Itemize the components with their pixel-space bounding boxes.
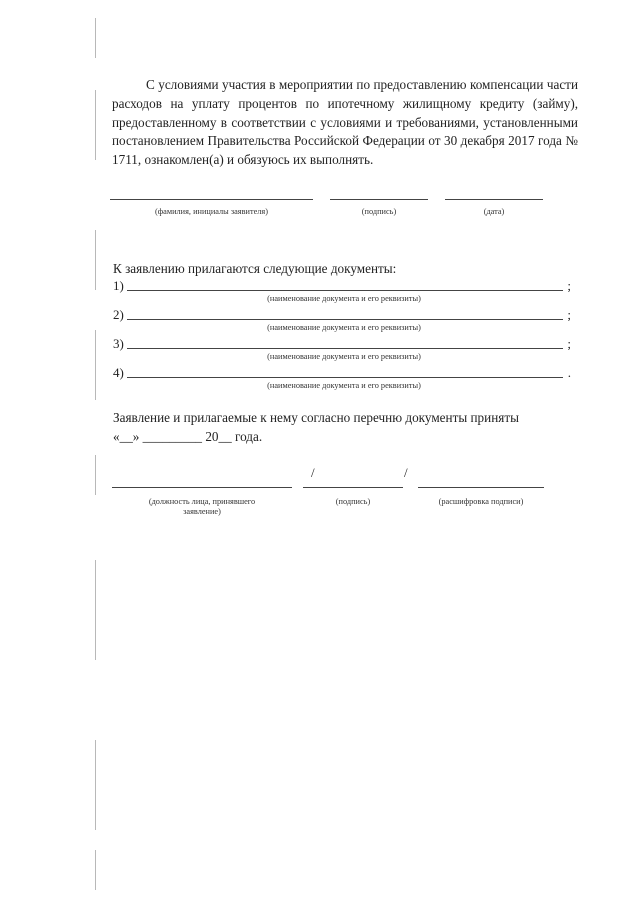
applicant-signature-line[interactable]	[330, 199, 428, 200]
document-number: 1)	[113, 278, 124, 293]
official-position-caption-line: заявление)	[183, 507, 221, 516]
applicant-signature-caption: (подпись)	[361, 207, 397, 216]
document-caption: (наименование документа и его реквизиты)	[267, 294, 421, 303]
consent-line: 30 декабря 2017 года № 1711, ознакомлен(а) и обязуюсь их выполнять.	[112, 133, 578, 168]
official-position-caption-line: (должность лица, принявшего	[148, 497, 256, 506]
consent-line: установленными постановлением Правительства Российской Федерации от	[112, 114, 578, 149]
document-number: 2)	[113, 307, 124, 322]
applicant-date-line[interactable]	[445, 199, 543, 200]
official-signature-line[interactable]	[303, 487, 403, 488]
scan-margin-mark	[95, 850, 96, 890]
official-decode-caption: (расшифровка подписи)	[438, 497, 524, 506]
documents-title: К заявлению прилагаются следующие документы:	[113, 261, 397, 276]
scan-margin-mark	[95, 230, 96, 290]
consent-paragraph	[112, 76, 578, 170]
scan-margin-mark	[95, 330, 96, 400]
document-number: 3)	[113, 336, 124, 351]
official-signature-caption: (подпись)	[335, 497, 371, 506]
scan-margin-mark	[95, 740, 96, 830]
scan-margin-mark	[95, 455, 96, 495]
document-fill-line[interactable]	[127, 348, 563, 349]
applicant-name-line[interactable]	[110, 199, 313, 200]
acceptance-date-line: «__» _________ 20__ года.	[113, 428, 263, 444]
official-decode-line[interactable]	[418, 487, 544, 488]
consent-line: части расходов на уплату процентов по ипотечному жилищному кредиту	[112, 77, 579, 111]
consent-line: С условиями участия в мероприятии по предоставлению компенсации	[146, 77, 544, 92]
document-punctuation: ;	[567, 278, 571, 293]
scan-margin-mark	[95, 18, 96, 58]
scan-margin-mark	[95, 560, 96, 660]
scan-margin-mark	[95, 90, 96, 160]
official-position-line[interactable]	[112, 487, 292, 488]
separator-slash: /	[311, 465, 315, 480]
applicant-date-caption: (дата)	[483, 207, 505, 216]
document-fill-line[interactable]	[127, 290, 563, 291]
document-fill-line[interactable]	[127, 319, 563, 320]
acceptance-line: Заявление и прилагаемые к нему согласно перечню документы приняты	[113, 410, 519, 425]
separator-slash: /	[404, 465, 408, 480]
official-position-caption	[112, 497, 292, 517]
document-caption: (наименование документа и его реквизиты)	[267, 323, 421, 332]
document-number: 4)	[113, 365, 124, 380]
applicant-name-caption: (фамилия, инициалы заявителя)	[155, 207, 268, 216]
document-caption: (наименование документа и его реквизиты)	[267, 381, 421, 390]
document-caption: (наименование документа и его реквизиты)	[267, 352, 421, 361]
document-punctuation: ;	[567, 336, 571, 351]
acceptance-paragraph	[113, 409, 577, 446]
document-punctuation: .	[567, 365, 571, 380]
document-fill-line[interactable]	[127, 377, 563, 378]
document-punctuation: ;	[567, 307, 571, 322]
consent-line: (займу), предоставленному в соответствии с условиями и требованиями,	[112, 95, 579, 130]
